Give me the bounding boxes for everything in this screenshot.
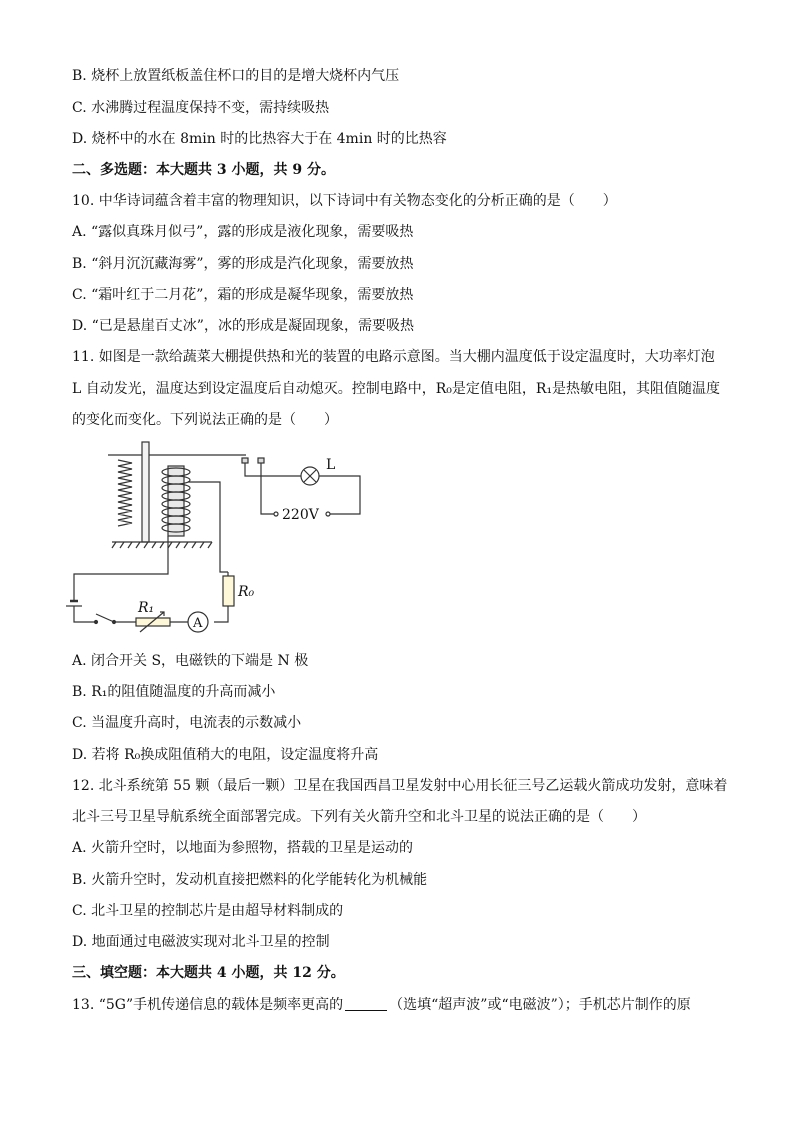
supply-wire-left [261,463,274,514]
q13-text-before: 13. “5G”手机传递信息的载体是频率更高的 [72,997,344,1013]
q11-option-d: D. 若将 R₀换成阻值稍大的电阻，设定温度将升高 [72,747,379,763]
q10-option-c: C. “霜叶红于二月花”，霜的形成是凝华现象，需要放热 [72,287,414,303]
q13-stem [72,996,691,1014]
lamp-wire-right [319,476,360,514]
q10-option-b: B. “斜月沉沉藏海雾”，雾的形成是汽化现象，需要放热 [72,256,414,272]
q9-option-b: B. 烧杯上放置纸板盖住杯口的目的是增大烧杯内气压 [72,68,400,84]
q12-option-a: A. 火箭升空时，以地面为参照物，搭载的卫星是运动的 [72,840,414,856]
q12-stem-line-2: 北斗三号卫星导航系统全面部署完成。下列有关火箭升空和北斗卫星的说法正确的是（ ） [72,809,646,825]
q12-option-c: C. 北斗卫星的控制芯片是由超导材料制成的 [72,903,344,919]
q10-option-d: D. “已是悬崖百丈冰”，冰的形成是凝固现象，需要吸热 [72,318,414,334]
q11-option-b: B. R₁的阻值随温度的升高而减小 [72,684,276,700]
section-3-header: 三、填空题：本大题共 4 小题，共 12 分。 [72,965,345,981]
lamp-label: L [326,457,336,473]
thermistor-r1 [136,618,170,626]
lamp-wire-left [245,463,308,476]
q11-stem-line-1: 11. 如图是一款给蔬菜大棚提供热和光的装置的电路示意图。当大棚内温度低于设定温度时，大功率灯泡 [72,349,715,365]
q12-option-b: B. 火箭升空时，发动机直接把燃料的化学能转化为机械能 [72,872,428,888]
coil-wire [188,482,228,572]
pivot-rod [142,442,149,542]
q9-option-c: C. 水沸腾过程温度保持不变，需持续吸热 [72,100,330,116]
q13-answer-blank [345,996,387,1011]
switch-blade [96,614,114,622]
r0-label: R₀ [238,584,255,600]
ammeter-label: A [193,616,203,631]
q11-option-a: A. 闭合开关 S，电磁铁的下端是 N 极 [72,653,309,669]
q10-stem: 10. 中华诗词蕴含着丰富的物理知识，以下诗词中有关物态变化的分析正确的是（ ） [72,193,617,209]
q11-stem-line-3: 的变化而变化。下列说法正确的是（ ） [72,412,338,428]
contact-right [258,458,264,463]
battery-wire-bottom [74,606,96,622]
supply-terminal-left [274,512,278,516]
section-2-header: 二、多选题：本大题共 3 小题，共 9 分。 [72,162,335,178]
voltage-label: 220V [282,507,319,523]
resistor-r0 [223,576,234,606]
q9-option-d: D. 烧杯中的水在 8min 时的比热容大于在 4min 时的比热容 [72,131,447,147]
q12-option-d: D. 地面通过电磁波实现对北斗卫星的控制 [72,934,330,950]
base-hatch [112,542,212,548]
r0-wire [214,606,228,622]
q11-option-c: C. 当温度升高时，电流表的示数减小 [72,715,302,731]
q12-stem-line-1: 12. 北斗系统第 55 颗（最后一颗）卫星在我国西昌卫星发射中心用长征三号乙运载火箭成功发射，意味着 [72,778,728,794]
supply-terminal-right [326,512,330,516]
r1-label: R₁ [138,600,155,616]
spring [118,460,132,526]
q11-stem-line-2: L 自动发光，温度达到设定温度后自动熄灭。控制电路中，R₀是定值电阻，R₁是热敏电阻，其阻值随温度 [72,381,721,397]
contact-left [242,458,248,463]
q13-text-after: （选填“超声波”或“电磁波”）；手机芯片制作的原 [389,997,691,1013]
circuit-diagram [60,436,380,636]
q10-option-a: A. “露似真珠月似弓”，露的形成是液化现象，需要吸热 [72,224,414,240]
